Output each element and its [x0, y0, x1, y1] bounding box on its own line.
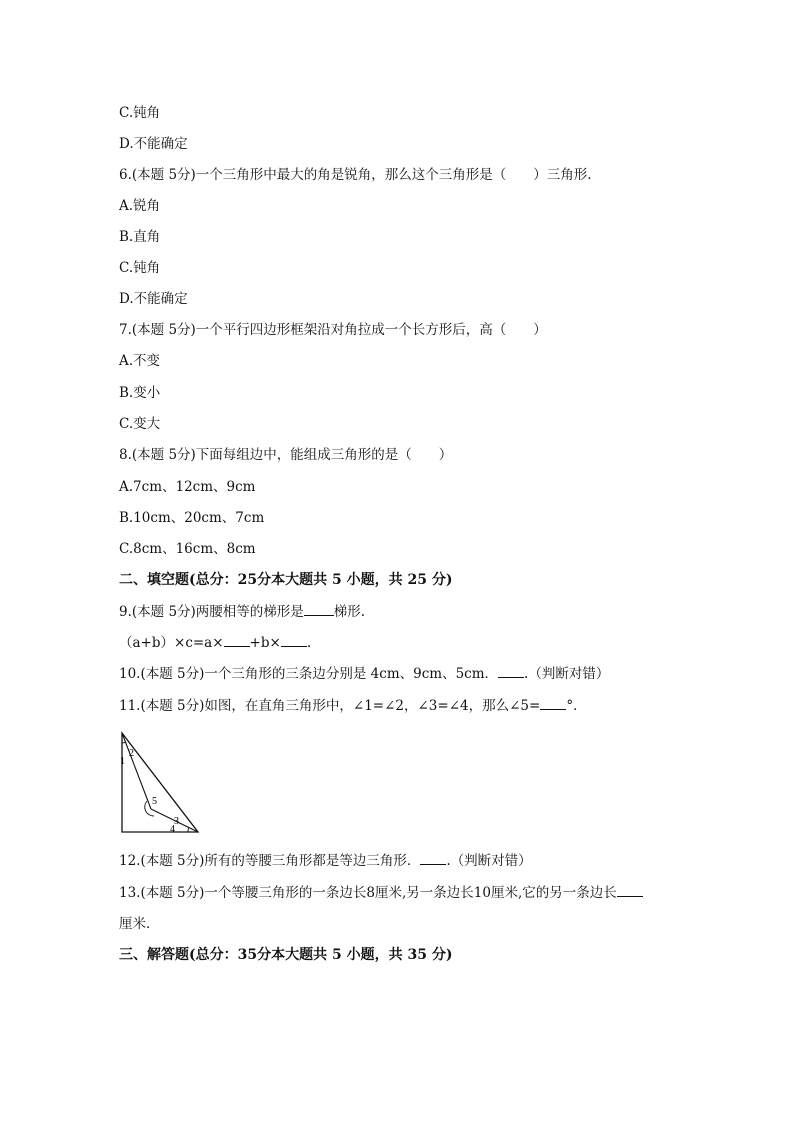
label-2: 2 [129, 748, 134, 759]
label-1: 1 [120, 756, 125, 767]
bisector-top [122, 733, 151, 809]
q11-text-b: °． [566, 698, 587, 714]
question-13 [119, 884, 643, 902]
question-13-cont: 厘米． [119, 916, 160, 932]
q9-text-b: 梯形. [333, 604, 366, 620]
label-5: 5 [152, 796, 157, 807]
answer-blank[interactable] [281, 634, 307, 647]
formula-text-a: （a+b）×c=a× [119, 635, 224, 651]
answer-blank[interactable] [617, 884, 643, 897]
option-q8-b: B.10cm、20cm、7cm [119, 510, 265, 526]
question-11 [119, 697, 587, 715]
right-triangle-figure [118, 730, 204, 840]
answer-blank[interactable] [540, 697, 566, 710]
option-q6-a: A.锐角 [119, 198, 161, 214]
option-q5-c: C.钝角 [119, 105, 161, 121]
answer-blank[interactable] [304, 603, 334, 616]
label-3: 3 [174, 816, 179, 827]
q10-text-a: 10.(本题 5分)一个三角形的三条边分别是 4cm、9cm、5cm． [119, 666, 499, 682]
section-heading-fill-in: 二、填空题(总分：25分本大题共 5 小题，共 25 分) [119, 572, 453, 588]
answer-blank[interactable] [498, 665, 524, 678]
question-6: 6.(本题 5分)一个三角形中最大的角是锐角，那么这个三角形是（ ）三角形. [119, 167, 592, 183]
question-8: 8.(本题 5分)下面每组边中，能组成三角形的是（ ） [119, 447, 453, 463]
answer-blank[interactable] [224, 634, 250, 647]
option-q7-a: A.不变 [119, 353, 161, 369]
q11-text-a: 11.(本题 5分)如图，在直角三角形中，∠1=∠2，∠3=∠4，那么∠5= [119, 698, 541, 714]
question-10 [119, 665, 609, 683]
question-7: 7.(本题 5分)一个平行四边形框架沿对角拉成一个长方形后，高（ ） [119, 322, 547, 338]
option-q8-c: C.8cm、16cm、8cm [119, 541, 256, 557]
q12-text-a: 12.(本题 5分)所有的等腰三角形都是等边三角形． [119, 853, 421, 869]
q9-text-a: 9.(本题 5分)两腰相等的梯形是 [119, 604, 304, 620]
label-4: 4 [170, 824, 175, 835]
formula-text-b: +b× [249, 635, 281, 651]
question-9 [119, 603, 365, 621]
option-q7-c: C.变大 [119, 416, 161, 432]
section-heading-solve: 三、解答题(总分：35分本大题共 5 小题，共 35 分) [119, 947, 453, 963]
option-q6-d: D.不能确定 [119, 291, 188, 307]
q13-text-a: 13.(本题 5分)一个等腰三角形的一条边长8厘米,另一条边长10厘米,它的另一条边长 [119, 885, 617, 901]
option-q8-a: A.7cm、12cm、9cm [119, 479, 256, 495]
option-q7-b: B.变小 [119, 385, 161, 401]
formula-text-c: . [306, 635, 312, 651]
q10-text-b: .（判断对错） [524, 666, 610, 682]
q12-text-b: .（判断对错） [446, 853, 532, 869]
option-q6-b: B.直角 [119, 229, 161, 245]
option-q6-c: C.钝角 [119, 260, 161, 276]
question-12 [119, 852, 532, 870]
answer-blank[interactable] [420, 852, 446, 865]
option-q5-d: D.不能确定 [119, 136, 188, 152]
question-9-formula [119, 634, 311, 652]
